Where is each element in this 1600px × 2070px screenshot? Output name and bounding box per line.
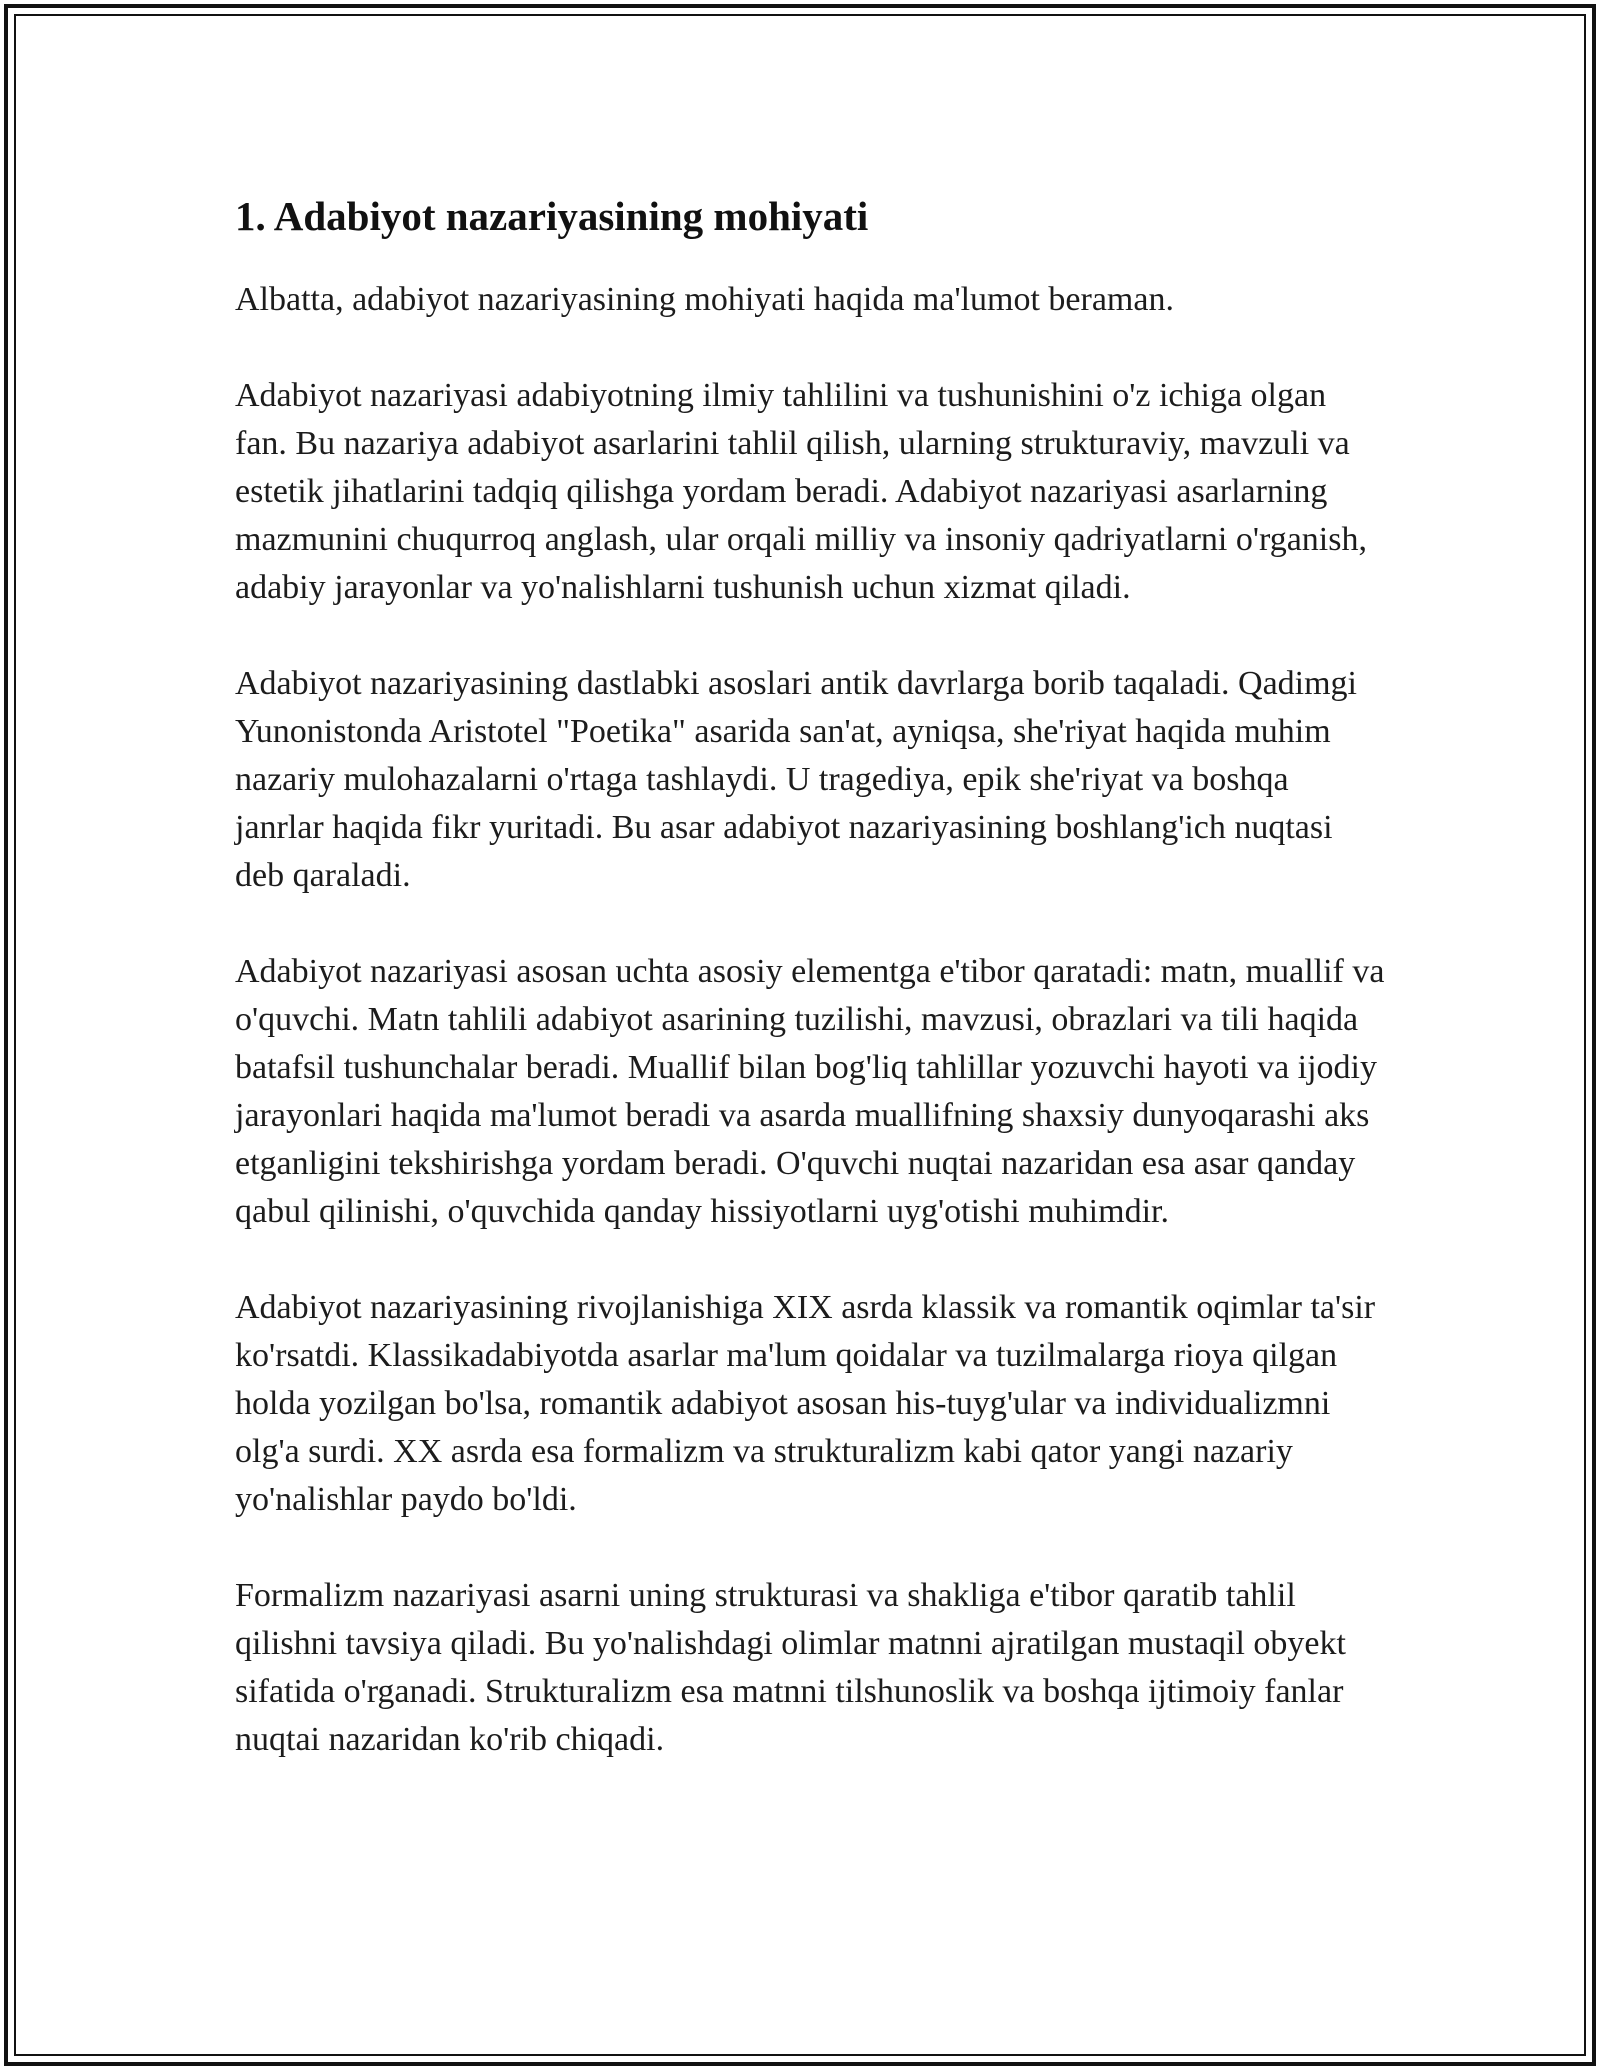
paragraph-intro: Albatta, adabiyot nazariyasining mohiyati haqida ma'lumot beraman. bbox=[235, 281, 1174, 318]
document-body bbox=[235, 186, 1385, 1764]
paragraph-origins: Adabiyot nazariyasining dastlabki asoslari antik davrlarga borib taqaladi. Qadimgi Yunonistonda Aristotel "Poetika" asarida san'at, ayniqsa, she'riyat haqida muhim nazariy mulohazalarni o'rtaga tashlaydi. U tragediya, epik she'riyat va boshqa janrlar haqida fikr yuritadi. Bu asar adabiyot nazariyasining boshlang'ich nuqtasi deb qaraladi. bbox=[235, 665, 1357, 894]
paragraph-definition: Adabiyot nazariyasi adabiyotning ilmiy tahlilini va tushunishini o'z ichiga olgan fan. Bu nazariya adabiyot asarlarini tahlil qilish, ularning strukturaviy, mavzuli va estetik jihatlarini tadqiq qilishga yordam beradi. Adabiyot nazariyasi asarlarning mazmunini chuqurroq anglash, ular orqali milliy va insoniy qadriyatlarni o'rganish, adabiy jarayonlar va yo'nalishlarni tushunish uchun xizmat qiladi. bbox=[235, 377, 1367, 606]
paragraph-formalism: Formalizm nazariyasi asarni uning strukturasi va shakliga e'tibor qaratib tahlil qilishni tavsiya qiladi. Bu yo'nalishdagi olimlar matnni ajratilgan mustaqil obyekt sifatida o'rganadi. Strukturalizm esa matnni tilshunoslik va boshqa ijtimoiy fanlar nuqtai nazaridan ko'rib chiqadi. bbox=[235, 1577, 1346, 1758]
section-title: 1. Adabiyot nazariyasining mohiyati bbox=[235, 193, 869, 239]
paragraph-development: Adabiyot nazariyasining rivojlanishiga XIX asrda klassik va romantik oqimlar ta'sir ko'rsatdi. Klassikadabiyotda asarlar ma'lum qoidalar va tuzilmalarga rioya qilgan holda yozilgan bo'lsa, romantik adabiyot asosan his-tuyg'ular va individualizmni olg'a surdi. XX asrda esa formalizm va strukturalizm kabi qator yangi nazariy yo'nalishlar paydo bo'ldi. bbox=[235, 1289, 1376, 1518]
paragraph-elements: Adabiyot nazariyasi asosan uchta asosiy elementga e'tibor qaratadi: matn, muallif va o'quvchi. Matn tahlili adabiyot asarining tuzilishi, mavzusi, obrazlari va tili haqida batafsil tushunchalar beradi. Muallif bilan bog'liq tahlillar yozuvchi hayoti va ijodiy jarayonlari haqida ma'lumot beradi va asarda muallifning shaxsiy dunyoqarashi aks etganligini tekshirishga yordam beradi. O'quvchi nuqtai nazaridan esa asar qanday qabul qilinishi, o'quvchida qanday hissiyotlarni uyg'otishi muhimdir. bbox=[235, 953, 1385, 1230]
